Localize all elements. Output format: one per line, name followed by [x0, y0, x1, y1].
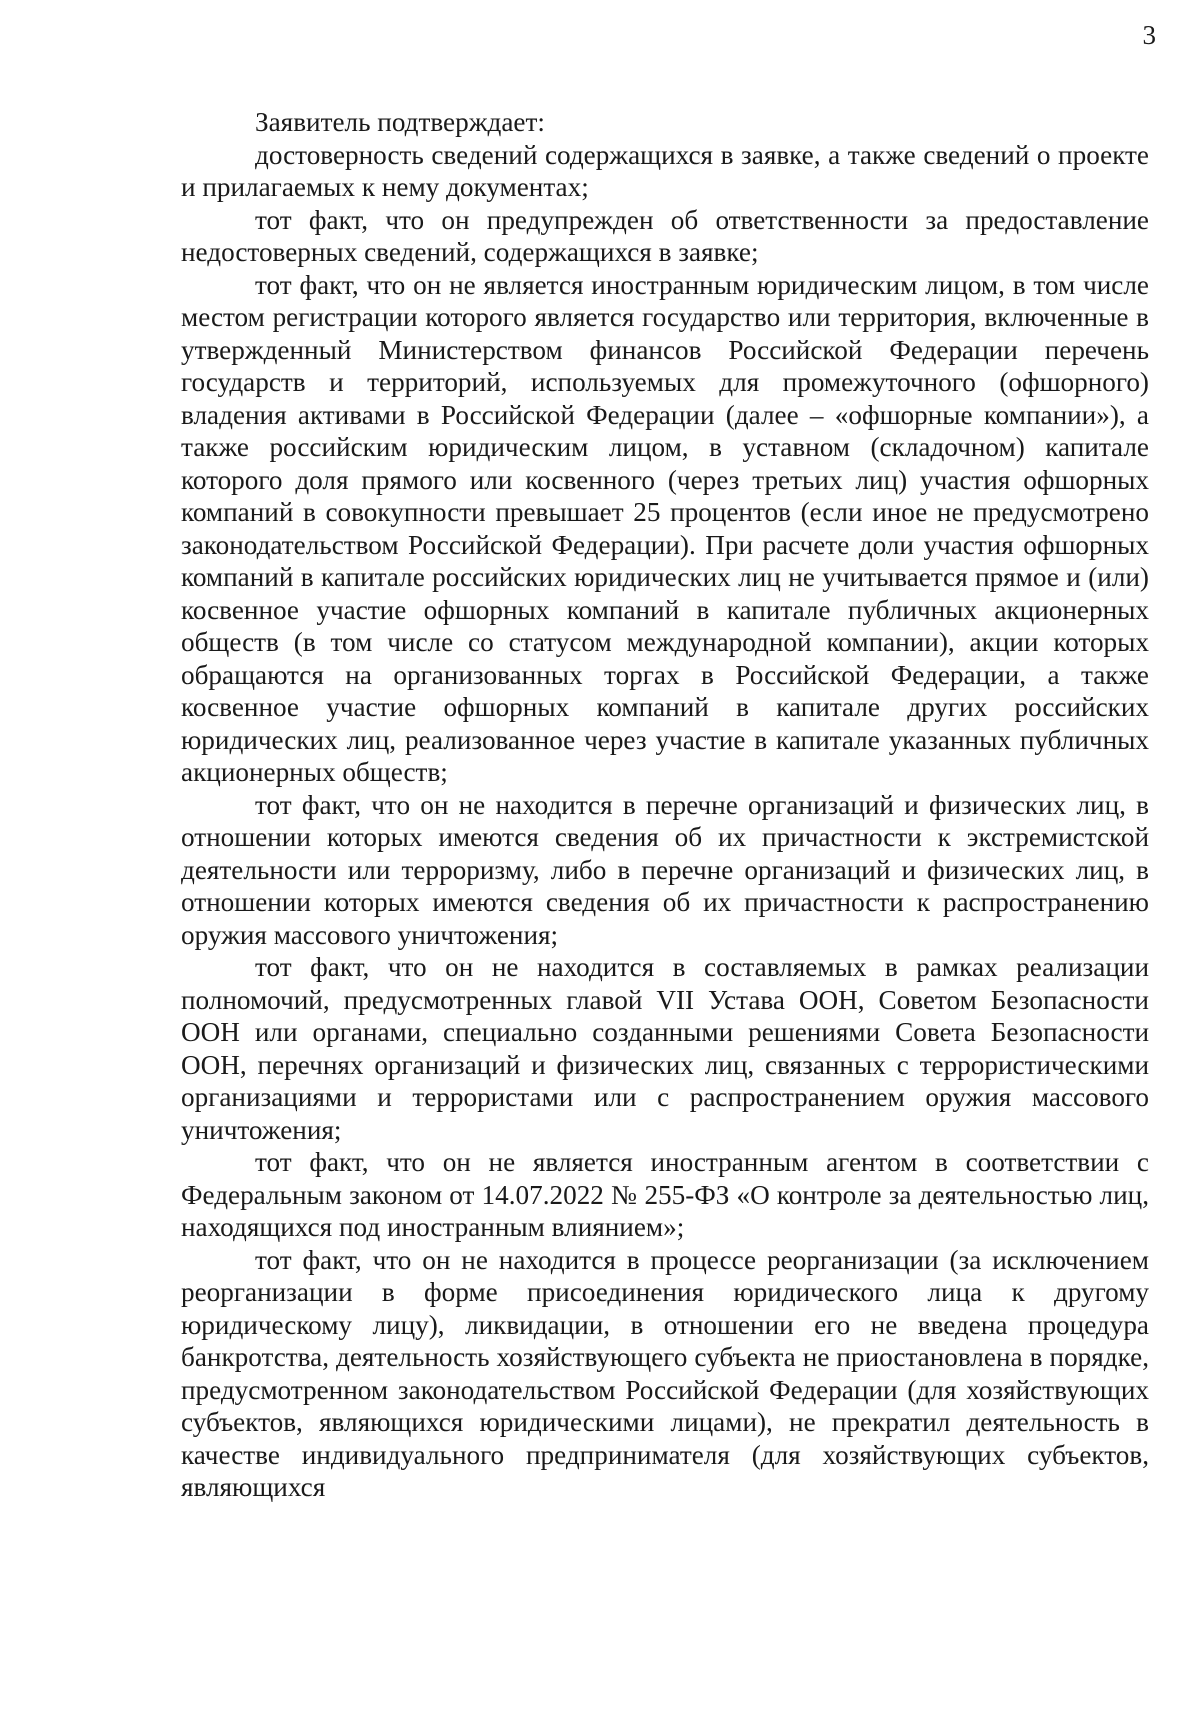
paragraph-reliability: достоверность сведений содержащихся в заявке, а также сведений о проекте и прилагаемых к нему документах; [181, 139, 1149, 202]
document-body [181, 106, 1149, 1504]
paragraph-un-sanctions: тот факт, что он не находится в составляемых в рамках реализации полномочий, предусмотренных главой VII Устава ООН, Советом Безопасности ООН или органами, специально созданными решениями Совета Безопасности ООН, перечнях организаций и физических лиц, связанных с террористическими организациями и террористами или с распространением оружия массового уничтожения; [181, 952, 1149, 1145]
paragraph-liability-warning: тот факт, что он предупрежден об ответственности за предоставление недостоверных сведений, содержащихся в заявке; [181, 204, 1149, 267]
paragraph-offshore: тот факт, что он не является иностранным юридическим лицом, в том числе местом регистрации которого является государство или территория, включенные в утвержденный Министерством финансов Российской Федерации перечень государств и территорий, используемых для промежуточного (офшорного) владения активами в Российской Федерации (далее – «офшорные компании»), а также российским юридическим лицом, в уставном (складочном) капитале которого доля прямого или косвенного (через третьих лиц) участия офшорных компаний в совокупности превышает 25 процентов (если иное не предусмотрено законодательством Российской Федерации). При расчете доли участия офшорных компаний в капитале российских юридических лиц не учитывается прямое и (или) косвенное участие офшорных компаний в капитале публичных акционерных обществ (в том числе со статусом международной компании), акции которых обращаются на организованных торгах в Российской Федерации, а также косвенное участие офшорных компаний в капитале других российских юридических лиц, реализованное через участие в капитале указанных публичных акционерных обществ; [181, 269, 1149, 787]
paragraph-foreign-agent: тот факт, что он не является иностранным агентом в соответствии с Федеральным законом от 14.07.2022 № 255-ФЗ «О контроле за деятельностью лиц, находящихся под иностранным влиянием»; [181, 1147, 1149, 1242]
page-number: 3 [1142, 20, 1156, 50]
paragraph-extremism-list: тот факт, что он не находится в перечне организаций и физических лиц, в отношении которых имеются сведения об их причастности к экстремистской деятельности или терроризму, либо в перечне организаций и физических лиц, в отношении которых имеются сведения об их причастности к распространению оружия массового уничтожения; [181, 789, 1149, 950]
intro-line: Заявитель подтверждает: [255, 107, 545, 137]
paragraph-reorganization: тот факт, что он не находится в процессе реорганизации (за исключением реорганизации в форме присоединения юридического лица к другому юридическому лицу), ликвидации, в отношении его не введена процедура банкротства, деятельность хозяйствующего субъекта не приостановлена в порядке, предусмотренном законодательством Российской Федерации (для хозяйствующих субъектов, являющихся юридическими лицами), не прекратил деятельность в качестве индивидуального предпринимателя (для хозяйствующих субъектов, являющихся [181, 1244, 1149, 1502]
